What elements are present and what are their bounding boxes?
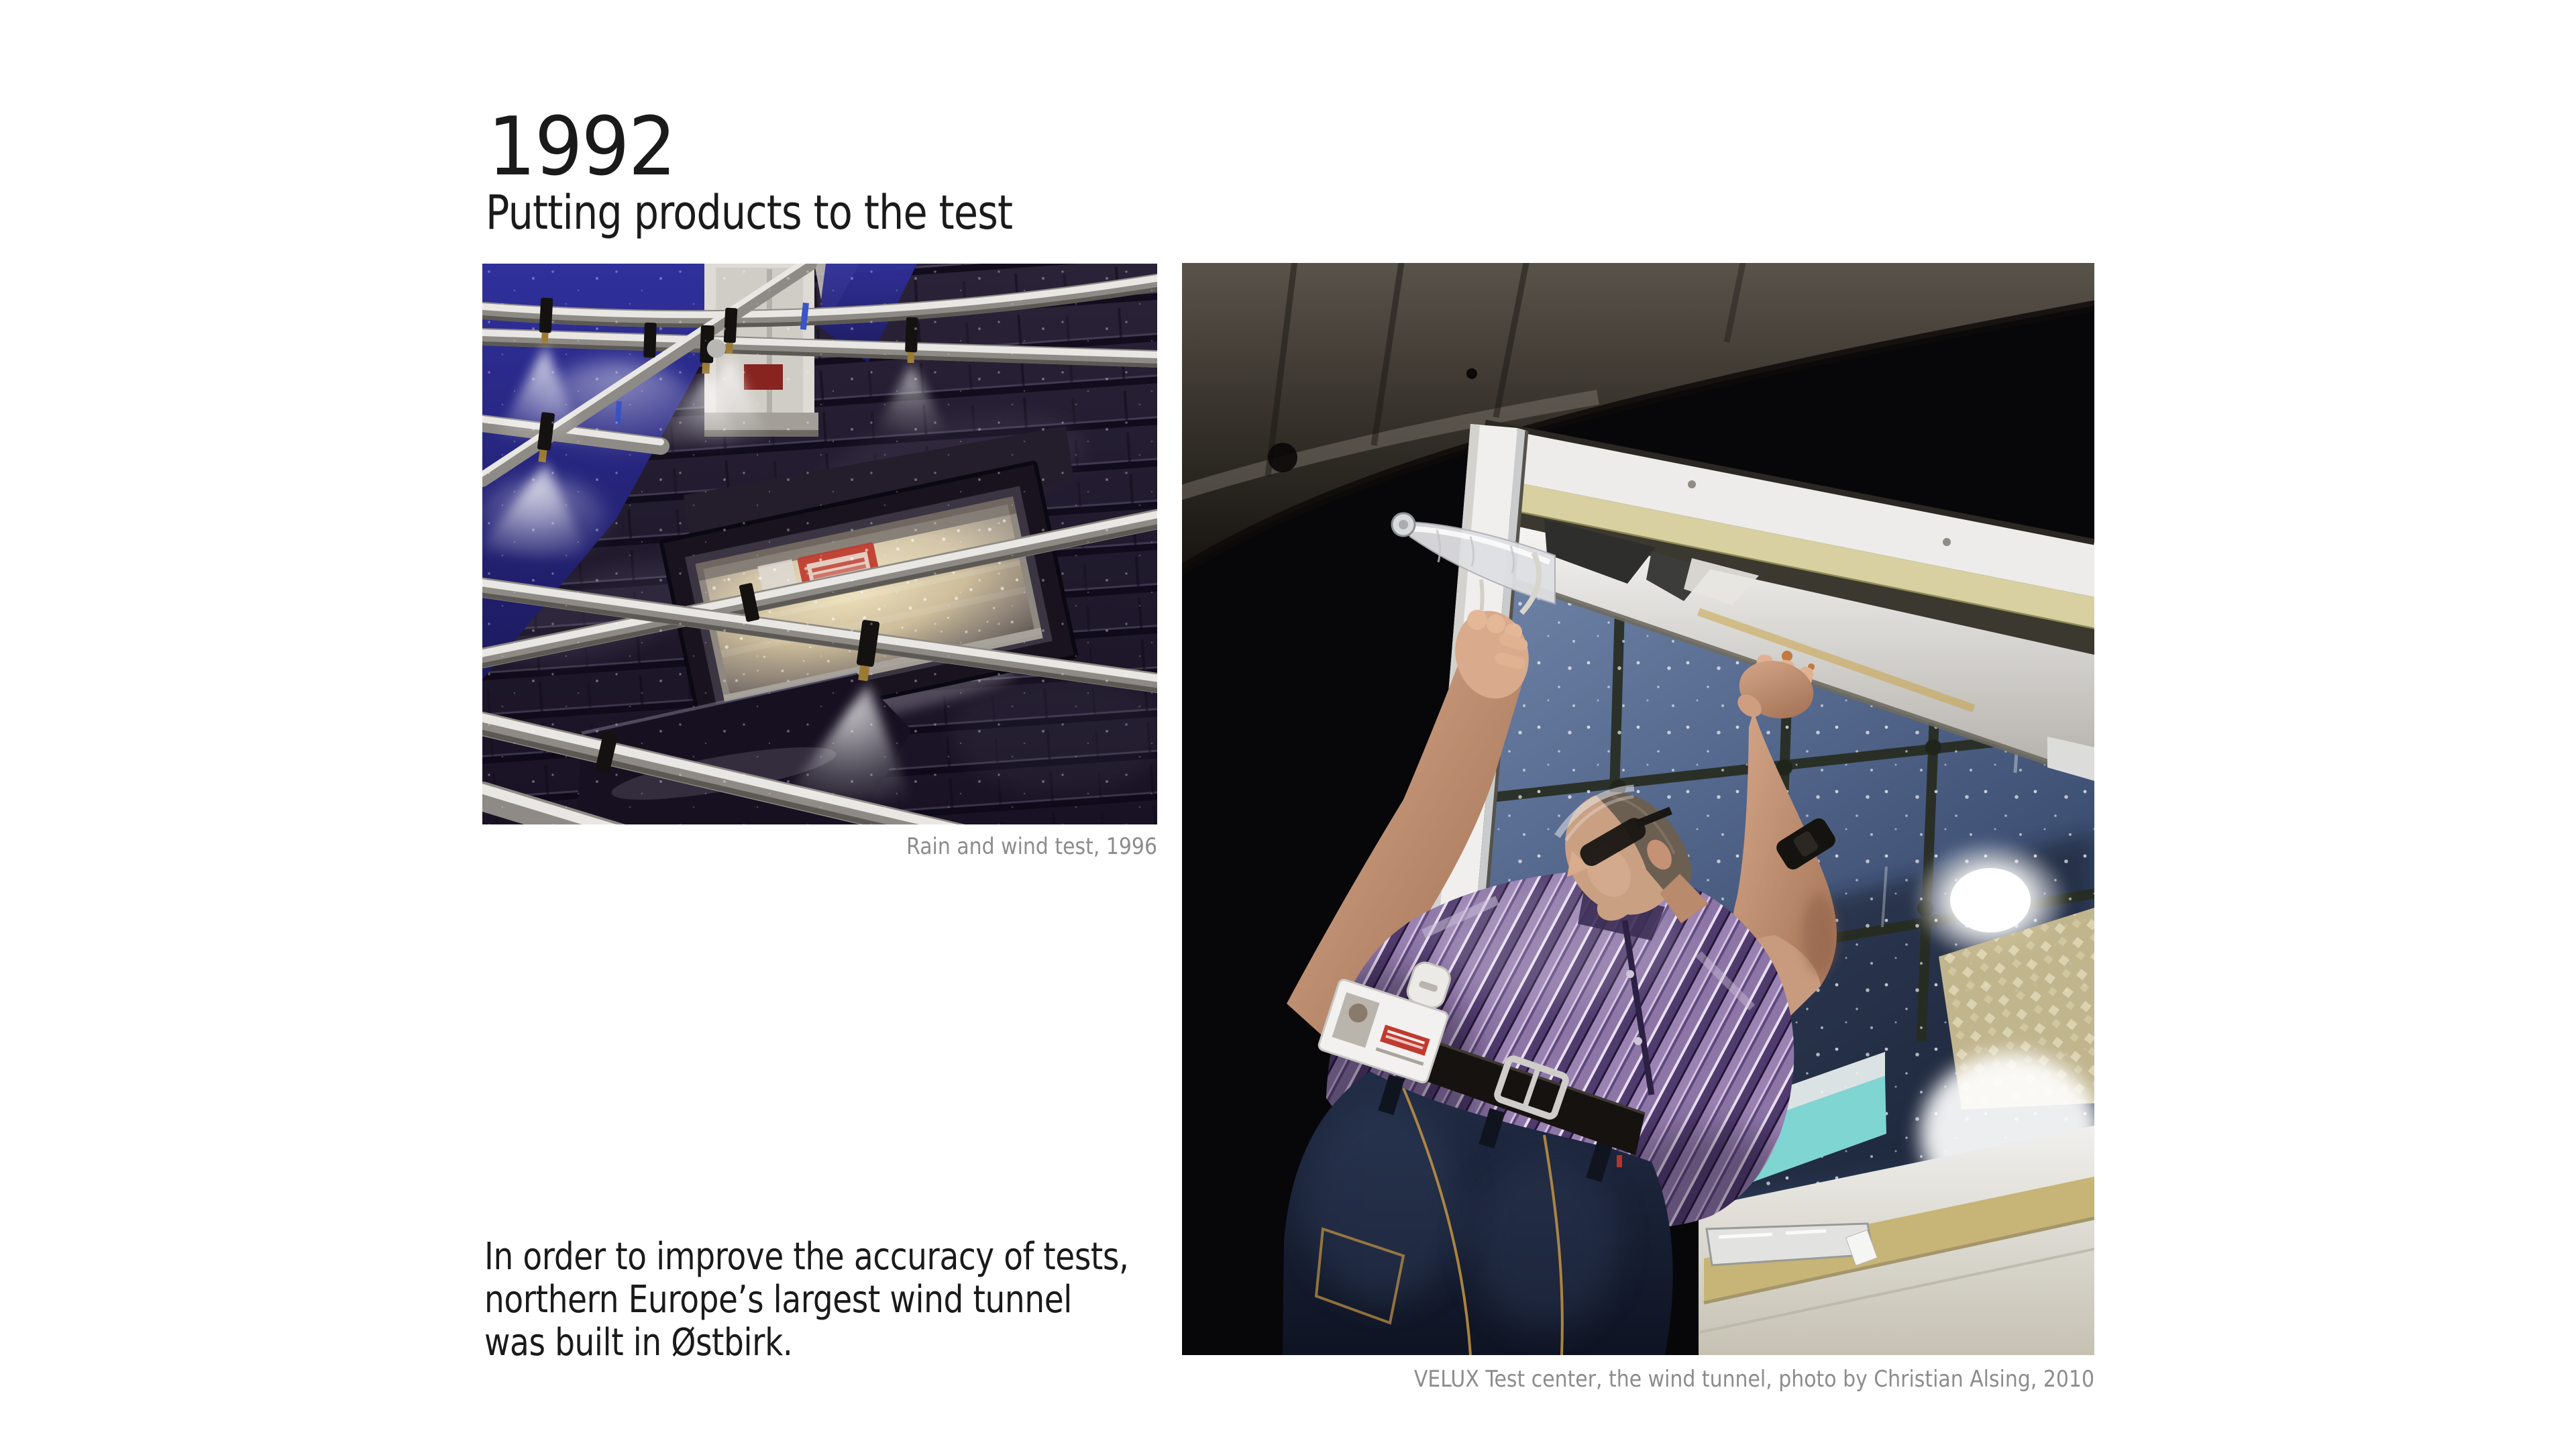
subtitle: Putting products to the test bbox=[486, 185, 1013, 240]
left-photo-caption: Rain and wind test, 1996 bbox=[906, 833, 1157, 860]
rain-test-photo-illustration bbox=[482, 264, 1157, 824]
body-line-2: northern Europe’s largest wind tunnel bbox=[484, 1278, 1072, 1322]
year-heading: 1992 bbox=[488, 101, 676, 194]
right-photo-caption: VELUX Test center, the wind tunnel, photo by Christian Alsing, 2010 bbox=[1413, 1366, 2094, 1393]
body-paragraph bbox=[484, 1236, 1217, 1364]
left-photo-caption-row bbox=[482, 833, 1157, 861]
right-photo-caption-row bbox=[1182, 1366, 2094, 1393]
rain-test-photo bbox=[482, 264, 1157, 824]
wind-tunnel-photo-illustration bbox=[1182, 263, 2094, 1355]
body-line-3: was built in Østbirk. bbox=[484, 1321, 793, 1364]
body-line-1: In order to improve the accuracy of tests, bbox=[484, 1235, 1129, 1279]
wind-tunnel-photo bbox=[1182, 263, 2094, 1355]
